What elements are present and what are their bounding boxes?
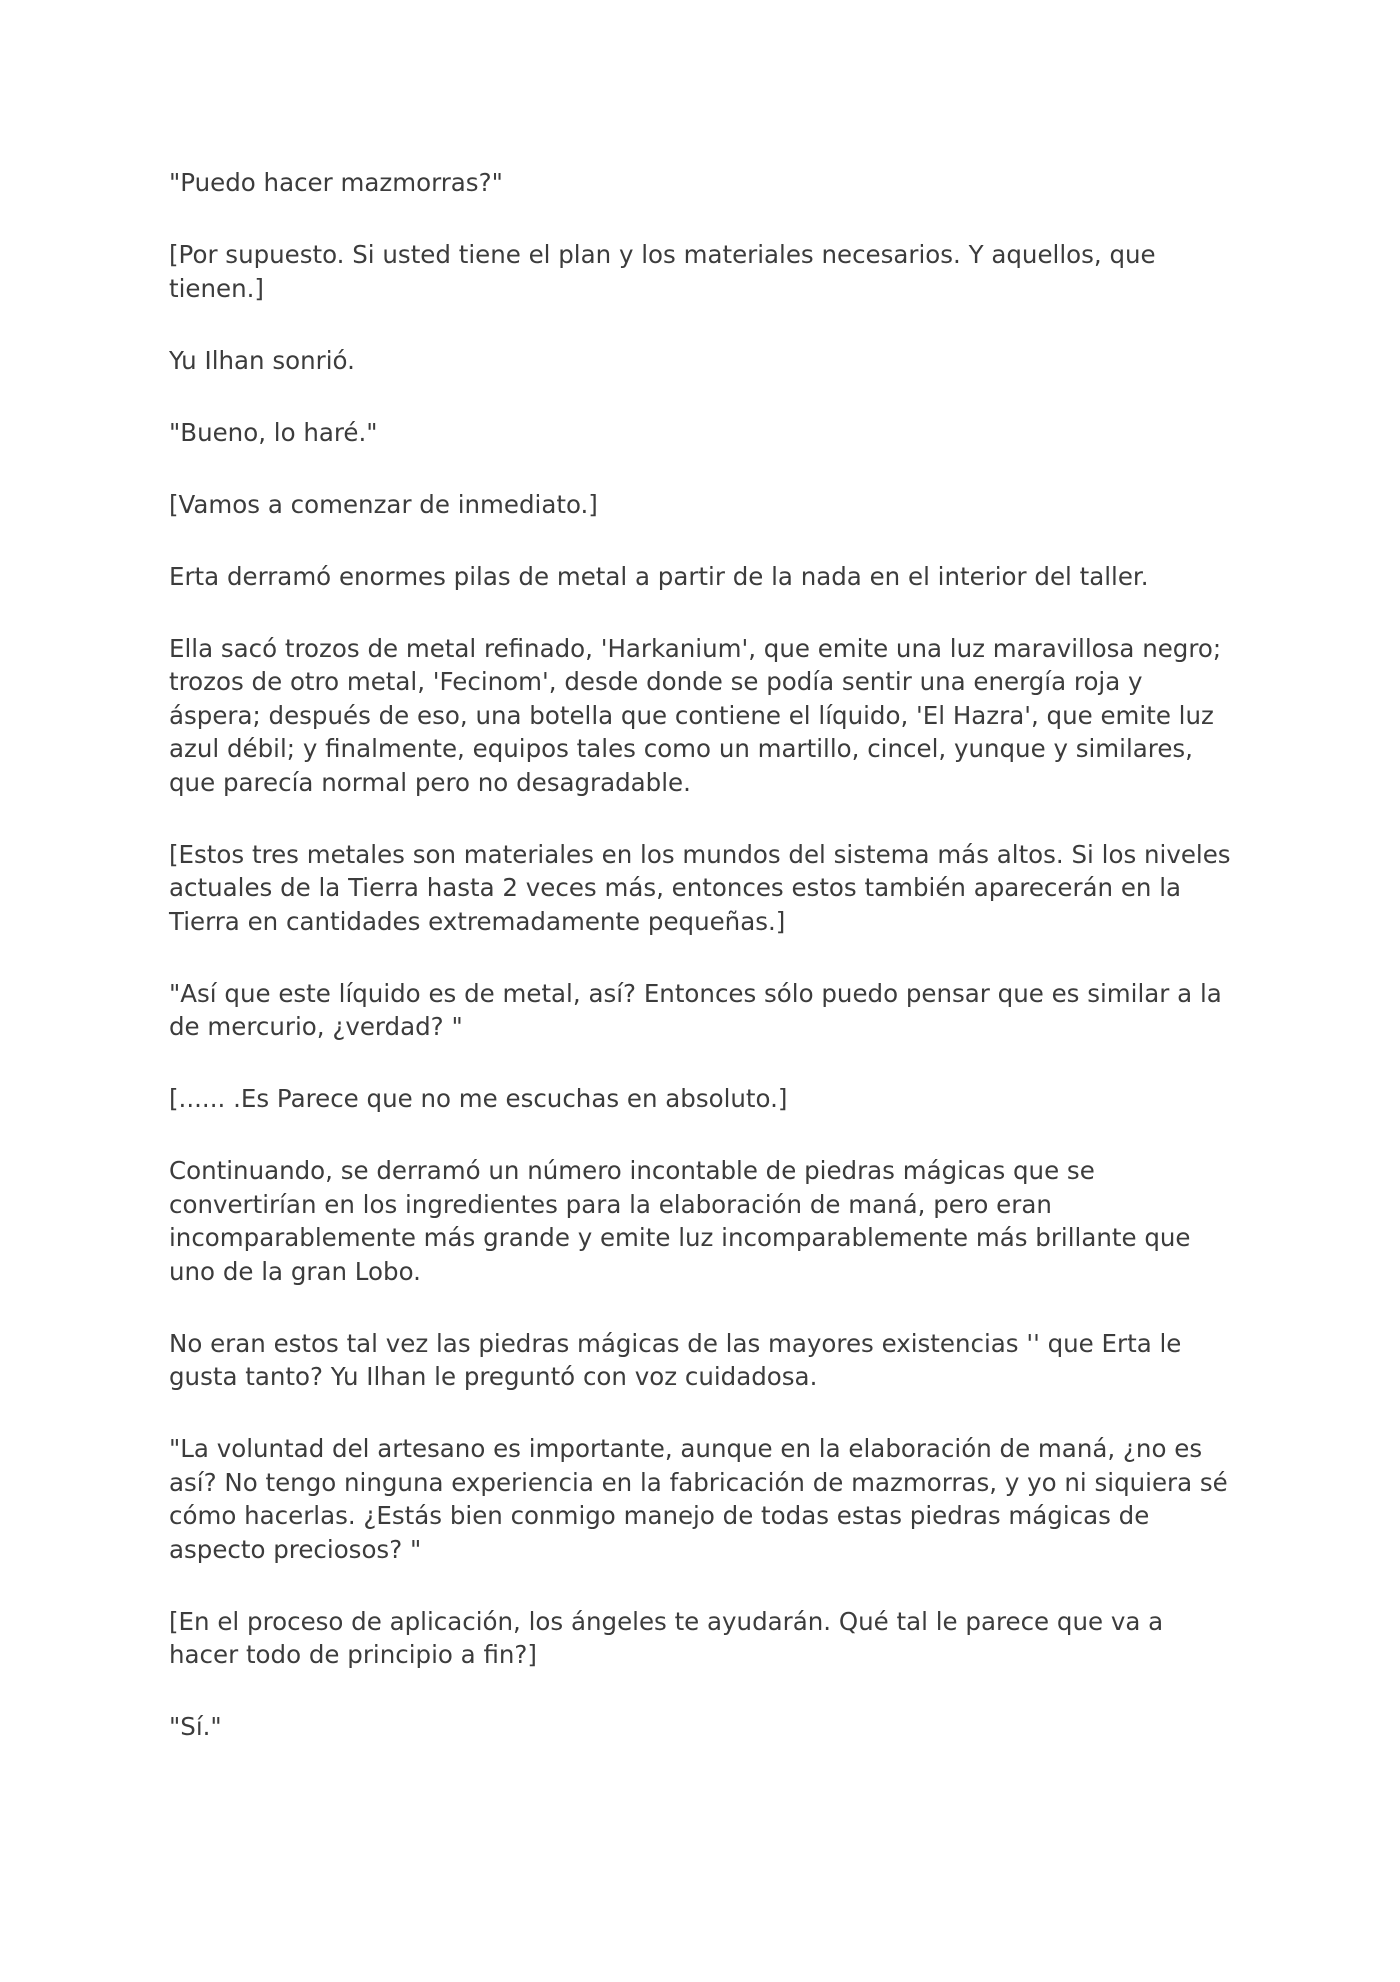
paragraph-system-message: [Vamos a comenzar de inmediato.] — [169, 489, 598, 519]
paragraph-narration: Continuando, se derramó un número incontable de piedras mágicas que se convertirían en los ingredientes para la elaboración de maná, pero eran incomparablemente más grande y emite luz incomparablemente más brillante que uno de la gran Lobo. — [169, 1156, 1191, 1286]
paragraph-dialogue: "Puedo hacer mazmorras?" — [169, 168, 503, 197]
paragraph-system-message: [...... .Es Parece que no me escuchas en absoluto.] — [169, 1084, 788, 1113]
document-body — [169, 166, 1239, 1782]
paragraph-dialogue: "Así que este líquido es de metal, así? Entonces sólo puedo pensar que es similar a la de mercurio, ¿verdad? " — [169, 978, 1222, 1041]
paragraph-dialogue: "Bueno, lo haré." — [169, 417, 378, 447]
paragraph-narration: Ella sacó trozos de metal refinado, 'Harkanium', que emite una luz maravillosa negro; trozos de otro metal, 'Fecinom', desde donde se podía sentir una energía roja y áspera; después de eso, una botella que contiene el líquido, 'El Hazra', que emite luz azul débil; y finalmente, equipos tales como un martillo, cincel, yunque y similares, que parecía normal pero no desagradable. — [169, 633, 1222, 797]
paragraph-system-message: [En el proceso de aplicación, los ángeles te ayudarán. Qué tal le parece que va a hacer todo de principio a fin?] — [169, 1606, 1164, 1669]
paragraph-system-message: [Estos tres metales son materiales en los mundos del sistema más altos. Si los niveles actuales de la Tierra hasta 2 veces más, entonces estos también aparecerán en la Tierra en cantidades extremadamente pequeñas.] — [169, 839, 1231, 936]
paragraph-system-message: [Por supuesto. Si usted tiene el plan y los materiales necesarios. Y aquellos, que tienen.] — [169, 240, 1156, 303]
paragraph-narration: No eran estos tal vez las piedras mágicas de las mayores existencias '' que Erta le gusta tanto? Yu Ilhan le preguntó con voz cuidadosa. — [169, 1328, 1182, 1391]
paragraph-dialogue: "Sí." — [169, 1712, 222, 1741]
paragraph-narration: Yu Ilhan sonrió. — [169, 345, 355, 375]
paragraph-dialogue: "La voluntad del artesano es importante, aunque en la elaboración de maná, ¿no es así? No tengo ninguna experiencia en la fabricación de mazmorras, y yo ni siquiera sé cómo hacerlas. ¿Estás bien conmigo manejo de todas estas piedras mágicas de aspecto preciosos? " — [169, 1434, 1228, 1564]
paragraph-narration: Erta derramó enormes pilas de metal a partir de la nada en el interior del taller. — [169, 561, 1149, 591]
